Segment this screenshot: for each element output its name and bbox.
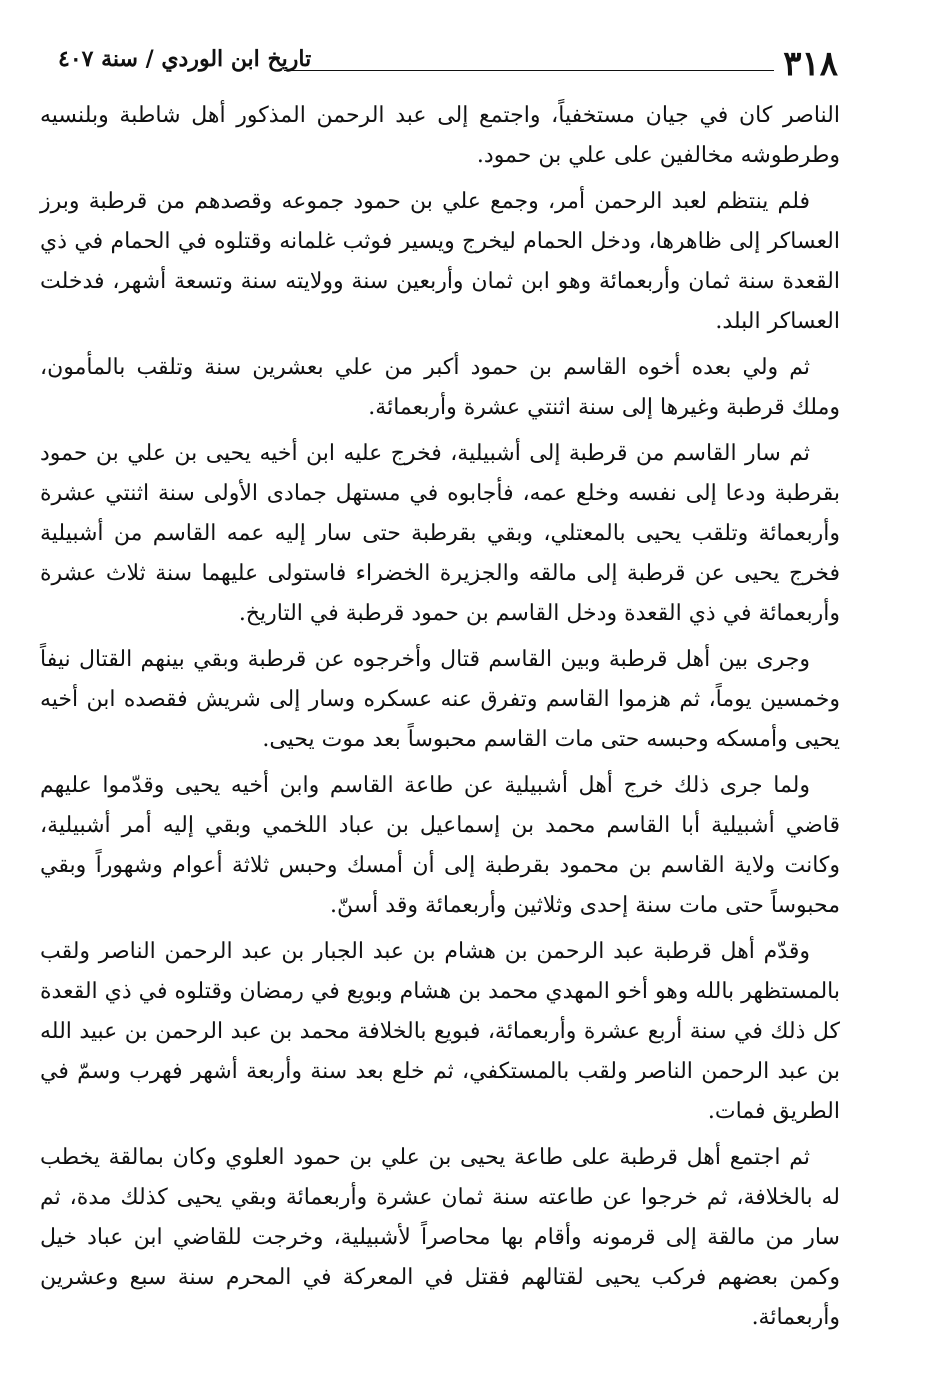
body-text: [40, 96, 840, 1344]
page-number: ٣١٨: [783, 44, 838, 84]
page-header: [58, 44, 838, 90]
paragraph: ثم سار القاسم من قرطبة إلى أشبيلية، فخرج عليه ابن أخيه يحيى بن علي بن حمود بقرطبة ودعا إلى نفسه وخلع عمه، فأجابوه في مستهل جمادى الأولى سنة اثنتي عشرة وأربعمائة وتلقب يحيى بالمعتلي، وبقي بقرطبة حتى سار إليه عمه القاسم من أشبيلية فخرج يحيى عن قرطبة إلى مالقه والجزيرة الخضراء فاستولى عليهما سنة ثلاث عشرة وأربعمائة في ذي القعدة ودخل القاسم بن حمود قرطبة في التاريخ.: [40, 441, 841, 626]
paragraph: وجرى بين أهل قرطبة وبين القاسم قتال وأخرجوه عن قرطبة وبقي بينهم القتال نيفاً وخمسين يوماً، ثم هزموا القاسم وتفرق عنه عسكره وسار إلى شريش فقصده ابن أخيه يحيى وأمسكه وحبسه حتى مات القاسم محبوساً بعد موت يحيى.: [40, 647, 840, 752]
paragraph: الناصر كان في جيان مستخفياً، واجتمع إلى عبد الرحمن المذكور أهل شاطبة وبلنسيه وطرطوشه مخالفين على علي بن حمود.: [40, 103, 840, 168]
paragraph: ثم ولي بعده أخوه القاسم بن حمود أكبر من علي بعشرين سنة وتلقب بالمأمون، وملك قرطبة وغيرها إلى سنة اثنتي عشرة وأربعمائة.: [40, 355, 840, 420]
paragraph: فلم ينتظم لعبد الرحمن أمر، وجمع علي بن حمود جموعه وقصدهم من قرطبة وبرز العساكر إلى ظاهرها، ودخل الحمام ليخرج ويسير فوثب غلمانه وقتلوه في الحمام في ذي القعدة سنة ثمان وأربعمائة وهو ابن ثمان وأربعين سنة وولايته سنة وتسعة أشهر، فدخلت العساكر البلد.: [40, 189, 840, 334]
header-rule: [284, 70, 774, 71]
paragraph: ولما جرى ذلك خرج أهل أشبيلية عن طاعة القاسم وابن أخيه يحيى وقدّموا عليهم قاضي أشبيلية أبا القاسم محمد بن إسماعيل بن عباد اللخمي وبقي إليه أمر أشبيلية، وكانت ولاية القاسم بن محمود بقرطبة إلى أن أمسك وحبس ثلاثة أعوام وشهوراً وبقي محبوساً حتى مات سنة إحدى وثلاثين وأربعمائة وقد أسنّ.: [40, 773, 840, 918]
running-title: تاريخ ابن الوردي / سنة ٤٠٧: [58, 46, 312, 72]
paragraph: ثم اجتمع أهل قرطبة على طاعة يحيى بن علي بن حمود العلوي وكان بمالقة يخطب له بالخلافة، ثم خرجوا عن طاعته سنة ثمان عشرة وأربعمائة وبقي يحيى كذلك مدة، ثم سار من مالقة إلى قرمونه وأقام بها محاصراً لأشبيلية، وخرجت للقاضي ابن عباد خيل وكمن بعضهم فركب يحيى لقتالهم فقتل في المعركة في المحرم سنة سبع وعشرين وأربعمائة.: [40, 1145, 840, 1330]
paragraph: وقدّم أهل قرطبة عبد الرحمن بن هشام بن عبد الجبار بن عبد الرحمن الناصر ولقب بالمستظهر بالله وهو أخو المهدي محمد بن هشام وبويع في رمضان وقتلوه في ذي القعدة كل ذلك في سنة أربع عشرة وأربعمائة، فبويع بالخلافة محمد بن عبد الرحمن بن عبيد الله بن عبد الرحمن الناصر ولقب بالمستكفي، ثم خلع بعد سنة وأربعة أشهر فهرب وسمّ في الطريق فمات.: [40, 939, 841, 1124]
